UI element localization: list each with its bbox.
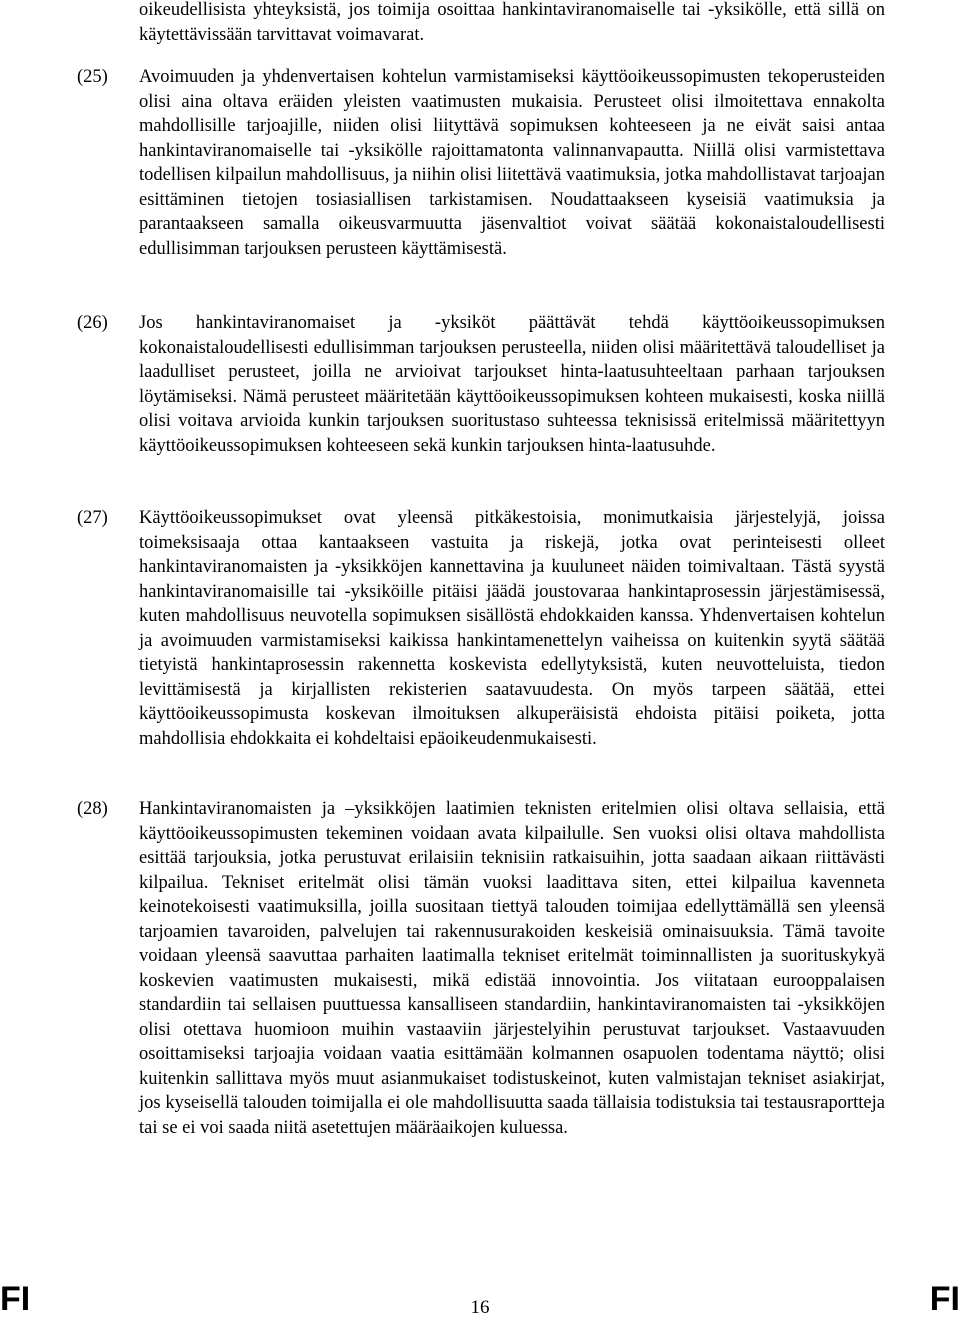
- page-number: 16: [470, 1297, 490, 1318]
- paragraph-text: Avoimuuden ja yhdenvertaisen kohtelun varmistamiseksi käyttöoikeussopimusten tekoperusteiden olisi aina oltava eräiden yleisten vaatimusten mukaisia. Perusteet olisi ilmoitettava ennakolta mahdollisille tarjoajille, niiden olisi liityttävä sopimuksen kohteeseen ja ne eivät saisi antaa hankintaviranomaiselle tai -yksikölle rajoittamatonta valinnanvapautta. Niillä olisi varmistettava todellisen kilpailun mahdollisuus, ja niihin olisi liitettävä vaatimuksia, jotka mahdollistavat tarjoajan esittäminen tietojen tosiasiallisen tarkistamisen. Noudattaakseen kyseisiä vaatimuksia ja parantaakseen samalla oikeusvarmuutta jäsenvaltiot voivat säätää kokonaistaloudellisesti edullisimman tarjouksen perusteen käyttämisestä.: [139, 67, 885, 259]
- paragraph-text: Jos hankintaviranomaiset ja -yksiköt päättävät tehdä käyttöoikeussopimuksen kokonaistaloudellisesti edullisimman tarjouksen perusteella, niiden olisi määritettävä taloudelliset ja laadulliset perusteet, joilla ne arvioivat tarjoukset hinta-laatusuhteeltaan parhaan tarjouksen löytämiseksi. Nämä perusteet määritetään käyttöoikeussopimuksen kohteen mukaisesti, koska niillä olisi voitava arvioida kunkin tarjouksen suoritustaso suhteessa teknisissä eritelmissä määritettyyn käyttöoikeussopimuksen kohteeseen sekä kunkin tarjouksen hinta-laatusuhde.: [139, 313, 885, 456]
- footer-language-right: FI: [929, 1280, 960, 1318]
- paragraph-text: Hankintaviranomaisten ja –yksikköjen laatimien teknisten eritelmien olisi oltava sellaisia, että käyttöoikeussopimusten tekeminen voidaan avata kilpailulle. Sen vuoksi olisi oltava mahdollista esittää tarjouksia, jotka perustuvat erilaisiin teknisiin ratkaisuihin, jotta saadaan aikaan riittävästi kilpailua. Tekniset eritelmät olisi tämän vuoksi laadittava siten, ettei kilpailua kavenneta keinotekoisesti vaatimuksilla, joilla suositaan tiettyä talouden toimijaa edellyttämällä sen yleensä tarjoamien tavaroiden, palvelujen tai rakennusurakoiden keskeisiä ominaisuuksia. Tämä tavoite voidaan yleensä saavuttaa parhaiten laatimalla tekniset eritelmät toiminnallisten ja suorituskykyä koskevien vaatimusten mukaisesti, mikä edistää innovointia. Jos viitataan eurooppalaisen standardiin tai sellaisen puuttuessa kansalliseen standardiin, hankintaviranomaisten tai -yksikköjen olisi otettava huomioon muihin vastaaviin järjestelyihin perustuvat tarjoukset. Vastaavuuden osoittamiseksi tarjoajia voidaan vaatia esittämään kolmannen osapuolen todentama näyttö; olisi kuitenkin sallittava myös muut asianmukaiset todistuskeinot, kuten valmistajan tekniset asiakirjat, jos kyseisellä talouden toimijalla ei ole mahdollisuutta saada tällaisia todistuksia tai testausraportteja tai se ei voi saada niitä asetettujen määräaikojen kuluessa.: [139, 799, 885, 1138]
- continuation-text: oikeudellisista yhteyksistä, jos toimija osoittaa hankintaviranomaiselle tai -yksikölle, että sillä on käytettävissään tarvittavat voimavarat.: [139, 0, 885, 45]
- footer-language-left: FI: [0, 1280, 31, 1318]
- paragraph-number: (28): [77, 799, 108, 819]
- paragraph-number: (27): [77, 508, 108, 528]
- paragraph-number: (25): [77, 67, 108, 87]
- paragraph-number: (26): [77, 313, 108, 333]
- paragraph-text: Käyttöoikeussopimukset ovat yleensä pitkäkestoisia, monimutkaisia järjestelyjä, joissa toimeksisaaja ottaa kantaakseen vastuita ja riskejä, jotka ovat perinteisesti olleet hankintaviranomaisten ja -yksikköjen kannettavina ja kuuluneet näiden toimivaltaan. Tästä syystä hankintaviranomaisille tai -yksiköille pitäisi jäädä joustovaraa hankintaprosessin järjestämisessä, kuten mahdollisuus neuvotella sopimuksen sisällöstä ehdokkaiden kanssa. Yhdenvertaisen kohtelun ja avoimuuden varmistamiseksi kaikissa hankintamenettelyn vaiheissa on kuitenkin syytä säätää tietyistä hankintaprosessin rakennetta koskevista edellytyksistä, kuten neuvotteluista, tiedon levittämisestä ja kirjallisten rekisterien saatavuudesta. On myös tarpeen säätää, ettei käyttöoikeussopimusta koskevan ilmoituksen alkuperäisistä ehdoista pitäisi poiketa, jotta mahdollisia ehdokkaita ei kohdeltaisi epäoikeudenmukaisesti.: [139, 508, 885, 749]
